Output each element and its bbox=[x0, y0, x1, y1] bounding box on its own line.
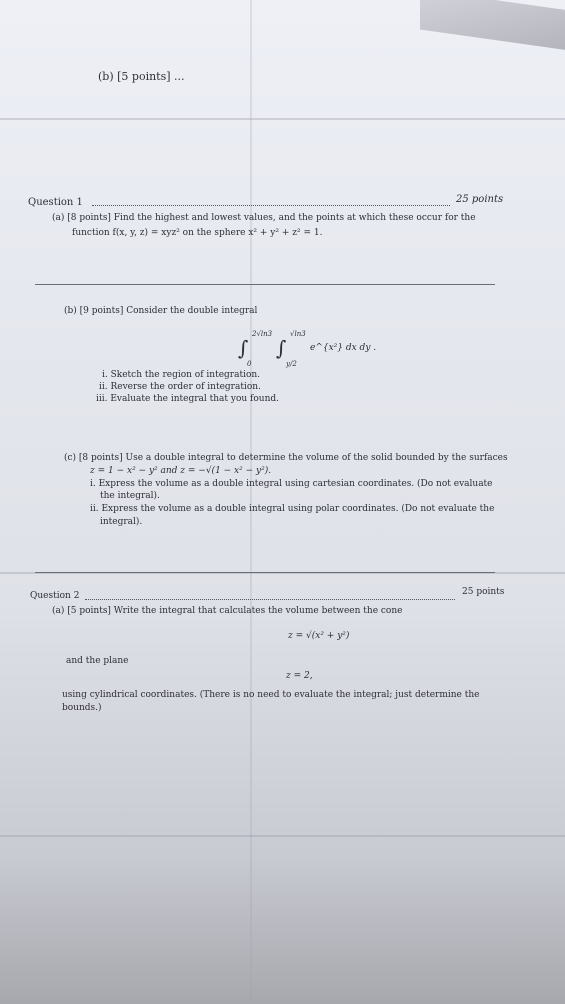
q2a-line2: using cylindrical coordinates. (There is no need to evaluate the integral; just determine the bbox=[62, 690, 480, 700]
q1c-i-line2: the integral). bbox=[100, 491, 160, 501]
q1c-ii-line1: ii. Express the volume as a double integral using polar coordinates. (Do not evaluate the bbox=[90, 504, 495, 514]
q1b-item-ii: ii. Reverse the order of integration. bbox=[99, 382, 261, 392]
q2a-plane-equation: z = 2, bbox=[286, 671, 313, 681]
q2a-line1: (a) [5 points] Write the integral that calculates the volume between the cone bbox=[52, 606, 403, 616]
paper-fold bbox=[250, 0, 252, 1004]
top-fragment: (b) [5 points] ... bbox=[98, 70, 185, 83]
outer-integral-sign: ∫ bbox=[238, 336, 249, 360]
q1c-i-line1: i. Express the volume as a double integral using cartesian coordinates. (Do not evaluate bbox=[90, 479, 493, 489]
inner-lower-limit: y/2 bbox=[286, 360, 297, 368]
q2-heading: Question 2 bbox=[30, 591, 80, 601]
q1c-line2: z = 1 − x² − y² and z = −√(1 − x² − y²). bbox=[90, 466, 272, 476]
paper-fold bbox=[0, 835, 565, 837]
inner-upper-limit: √ln3 bbox=[290, 330, 306, 338]
section-divider bbox=[35, 572, 495, 573]
q1a-line1: (a) [8 points] Find the highest and lowest values, and the points at which these occur for the bbox=[52, 213, 476, 223]
paper-fold bbox=[0, 118, 565, 120]
inner-integral-sign: ∫ bbox=[276, 336, 287, 360]
section-divider bbox=[35, 284, 495, 285]
q2a-and-plane: and the plane bbox=[66, 656, 129, 666]
q1c-line1: (c) [8 points] Use a double integral to determine the volume of the solid bounded by the surfaces bbox=[64, 453, 508, 463]
q1-heading: Question 1 bbox=[28, 197, 83, 208]
q1b-item-iii: iii. Evaluate the integral that you found. bbox=[96, 394, 279, 404]
outer-lower-limit: 0 bbox=[247, 360, 252, 368]
q1-leader-dots bbox=[92, 205, 450, 206]
integrand: e^{x²} dx dy . bbox=[310, 343, 377, 353]
q1c-ii-line2: integral). bbox=[100, 517, 143, 527]
q1b-intro: (b) [9 points] Consider the double integral bbox=[64, 306, 258, 316]
q2a-cone-equation: z = √(x² + y²) bbox=[288, 631, 350, 641]
q1a-line2: function f(x, y, z) = xyz² on the sphere x² + y² + z² = 1. bbox=[72, 228, 323, 238]
outer-upper-limit: 2√ln3 bbox=[252, 330, 273, 338]
q2-points: 25 points bbox=[462, 587, 505, 597]
paper-corner bbox=[420, 0, 565, 51]
q2-leader-dots bbox=[85, 599, 455, 600]
q2a-line3: bounds.) bbox=[62, 703, 102, 713]
q1-points: 25 points bbox=[456, 194, 504, 205]
q1b-item-i: i. Sketch the region of integration. bbox=[102, 370, 261, 380]
